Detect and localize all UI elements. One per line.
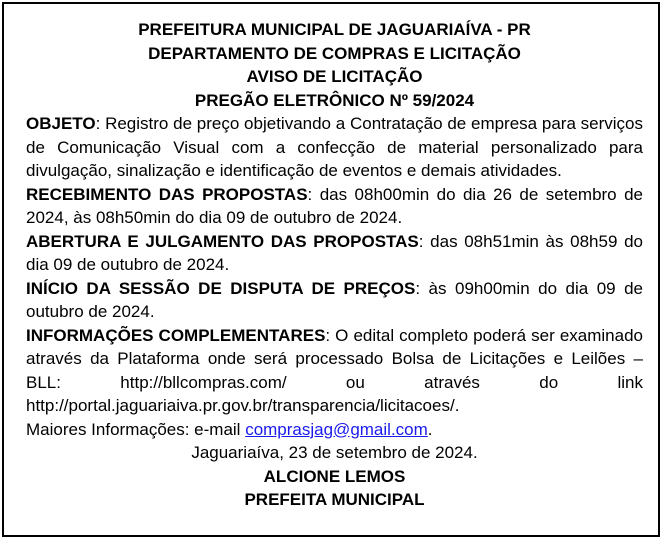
header-aviso: AVISO DE LICITAÇÃO	[246, 67, 423, 86]
recebimento-paragraph	[26, 183, 643, 230]
inicio-text: : às 09h00min do dia 09 de outubro de 2024.	[26, 278, 643, 321]
informacoes-paragraph	[26, 324, 643, 418]
notice-frame	[2, 2, 660, 537]
objeto-paragraph	[26, 112, 643, 183]
informacoes-label: INFORMAÇÕES COMPLEMENTARES	[26, 325, 326, 345]
objeto-label: OBJETO	[26, 114, 96, 133]
email-period: .	[427, 419, 433, 439]
objeto-text: : Registro de preço objetivando a Contratação de empresa para serviços de Comunicação Visual com a confecção de material personalizado para divulgação, sinalização e identificação de eventos e demais atividades.	[26, 114, 643, 180]
abertura-label: ABERTURA E JULGAMENTO DAS PROPOSTAS	[26, 231, 419, 251]
recebimento-text: : das 08h00min do dia 26 de setembro de 2024, às 08h50min do dia 09 de outubro de 2024.	[26, 184, 643, 227]
informacoes-text: : O edital completo poderá ser examinado através da Plataforma onde será processado Bolsa de Licitações e Leilões – BLL: http://bllcompras.com/ ou através do link http://portal.jaguariaiva.pr.gov.br/transparencia/licitacoes/.	[26, 325, 643, 415]
maiores-informacoes-line	[26, 418, 643, 442]
footer-signatory-role: PREFEITA MUNICIPAL	[244, 490, 425, 509]
abertura-text: : das 08h51min às 08h59 do dia 09 de outubro de 2024.	[26, 231, 643, 274]
footer-date: Jaguariaíva, 23 de setembro de 2024.	[191, 443, 478, 462]
footer-signatory-name: ALCIONE LEMOS	[263, 466, 406, 486]
header-departamento: DEPARTAMENTO DE COMPRAS E LICITAÇÃO	[148, 43, 521, 63]
header-prefeitura: PREFEITURA MUNICIPAL DE JAGUARIAÍVA - PR	[138, 20, 531, 39]
header-pregao: PREGÃO ELETRÔNICO Nº 59/2024	[194, 90, 475, 110]
notice-content	[26, 18, 643, 512]
abertura-paragraph	[26, 230, 643, 277]
email-link[interactable]: comprasjag@gmail.com	[245, 419, 428, 439]
maiores-informacoes-text: Maiores Informações: e-mail	[26, 419, 246, 439]
inicio-label: INÍCIO DA SESSÃO DE DISPUTA DE PREÇOS	[26, 278, 416, 298]
recebimento-label: RECEBIMENTO DAS PROPOSTAS	[26, 184, 308, 204]
inicio-paragraph	[26, 277, 643, 324]
